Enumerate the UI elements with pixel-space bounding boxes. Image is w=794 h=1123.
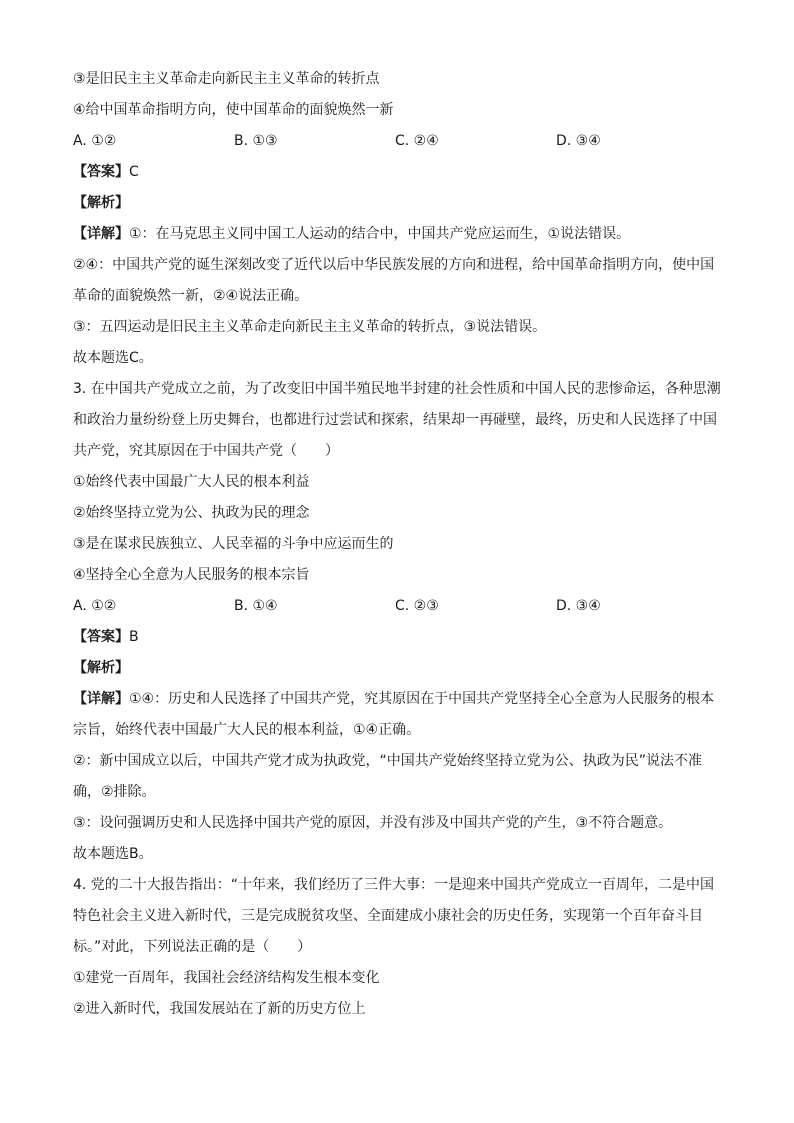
statement-3: ③是在谋求民族独立、人民幸福的斗争中应运而生的 [73,536,394,552]
detail-text: 革命的面貌焕然一新，②④说法正确。 [73,288,309,304]
option-a: A. ①② [73,598,117,614]
answer-options [73,591,723,622]
statement-2: ②进入新时代，我国发展站在了新的历史方位上 [73,1001,366,1017]
answer-value: C [129,164,139,180]
question-stem: 共产党，究其原因在于中国共产党（ ） [73,443,339,459]
analysis-line [73,653,723,684]
question-stem: 3. 在中国共产党成立之前，为了改变旧中国半殖民地半封建的社会性质和中国人民的悲惨命运，各种思潮 [73,381,721,397]
answer-tag: 【答案】 [73,629,129,645]
answer-line [73,622,723,653]
statement-2: ②始终坚持立党为公、执政为民的理念 [73,505,310,521]
conclusion: 故本题选B。 [73,846,153,862]
statement-1: ①始终代表中国最广大人民的根本利益 [73,474,310,490]
statement-1: ①建党一百周年，我国社会经济结构发生根本变化 [73,970,380,986]
analysis-tag: 【解析】 [73,660,129,676]
statement-4: ④坚持全心全意为人民服务的根本宗旨 [73,567,310,583]
option-c: C. ②④ [395,133,439,149]
answer-tag: 【答案】 [73,164,129,180]
option-c: C. ②③ [395,598,439,614]
option-d: D. ③④ [556,598,601,614]
detail-tag: 【详解】 [73,691,129,707]
option-b: B. ①③ [234,133,278,149]
statement-3: ③是旧民主主义革命走向新民主主义革命的转折点 [73,71,380,87]
question-stem: 4. 党的二十大报告指出：“十年来，我们经历了三件大事：一是迎来中国共产党成立一百周年，二是中国 [73,877,715,893]
detail-text: ③：五四运动是旧民主主义革命走向新民主主义革命的转折点，③说法错误。 [73,319,547,335]
detail-text: ①④：历史和人民选择了中国共产党，究其原因在于中国共产党坚持全心全意为人民服务的根本 [129,691,715,707]
analysis-line [73,188,723,219]
answer-options [73,126,723,157]
detail-tag: 【详解】 [73,226,129,242]
analysis-tag: 【解析】 [73,195,129,211]
answer-value: B [129,629,139,645]
question-stem: 标。”对此，下列说法正确的是（ ） [73,939,312,955]
detail-text: ②：新中国成立以后，中国共产党才成为执政党，“中国共产党始终坚持立党为公、执政为民”说法不准 [73,753,703,769]
detail-text: ①：在马克思主义同中国工人运动的结合中，中国共产党应运而生，①说法错误。 [129,226,631,242]
option-d: D. ③④ [556,133,601,149]
detail-line [73,219,723,250]
option-b: B. ①④ [234,598,278,614]
detail-text: 宗旨，始终代表中国最广大人民的根本利益，①④正确。 [73,722,421,738]
detail-text: 确，②排除。 [73,784,156,800]
detail-line [73,684,723,715]
statement-4: ④给中国革命指明方向，使中国革命的面貌焕然一新 [73,102,394,118]
detail-text: ③：设问强调历史和人民选择中国共产党的原因，并没有涉及中国共产党的产生，③不符合题意。 [73,815,673,831]
option-a: A. ①② [73,133,117,149]
document-page [73,64,723,1025]
question-stem: 和政治力量纷纷登上历史舞台，也都进行过尝试和探索，结果却一再碰壁，最终，历史和人民选择了中国 [73,412,717,428]
answer-line [73,157,723,188]
conclusion: 故本题选C。 [73,350,153,366]
question-stem: 特色社会主义进入新时代，三是完成脱贫攻坚、全面建成小康社会的历史任务，实现第一个百年奋斗目 [73,908,703,924]
detail-text: ②④：中国共产党的诞生深刻改变了近代以后中华民族发展的方向和进程，给中国革命指明方向，使中国 [73,257,715,273]
